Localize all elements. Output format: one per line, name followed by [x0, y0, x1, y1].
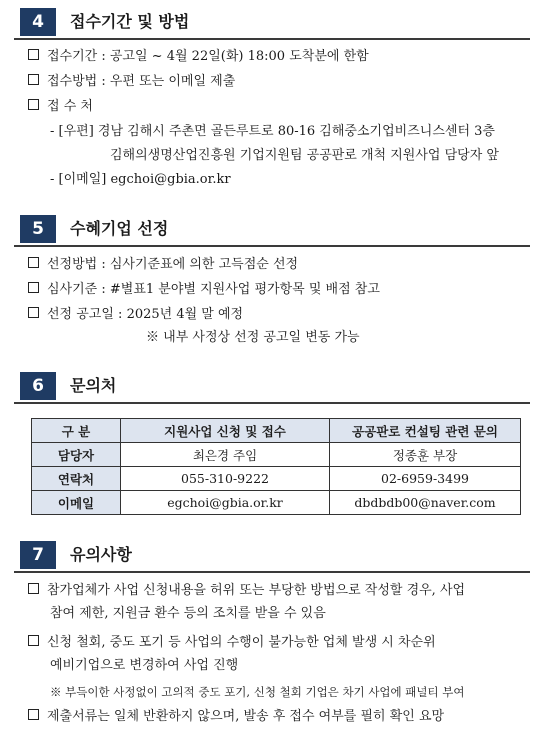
table-row — [32, 467, 521, 491]
section-title: 수혜기업 선정 — [70, 219, 169, 238]
list-item: 선정방법 : 심사기준표에 의한 고득점순 선정 — [28, 256, 298, 274]
section-divider — [14, 571, 530, 573]
table-cell: 02-6959-3499 — [330, 467, 521, 491]
section-number-badge: 4 — [20, 8, 56, 36]
post-address-line: - [우편] 경남 김해시 주촌면 골든루트로 80-16 김해중소기업비즈니스센터 3층 — [50, 124, 495, 139]
list-item: 접 수 처 — [28, 98, 93, 116]
section-4-header — [14, 8, 530, 38]
table-cell: egchoi@gbia.or.kr — [121, 491, 330, 515]
checkbox-bullet-icon — [28, 257, 39, 268]
list-item: 제출서류는 일체 반환하지 않으며, 발송 후 접수 여부를 필히 확인 요망 — [28, 708, 444, 726]
section-divider — [14, 402, 530, 404]
list-item: 참가업체가 사업 신청내용을 허위 또는 부당한 방법으로 작성할 경우, 사업 — [28, 582, 465, 600]
section-title: 유의사항 — [70, 545, 132, 564]
list-item: 신청 철회, 중도 포기 등 사업의 수행이 불가능한 업체 발생 시 차순위 — [28, 634, 436, 652]
section-divider — [14, 38, 530, 40]
table-header-cell: 구 분 — [32, 419, 121, 443]
list-item-continuation: 참여 제한, 지원금 환수 등의 조치를 받을 수 있음 — [50, 606, 326, 621]
contact-table — [31, 418, 521, 515]
row-label: 연락처 — [32, 467, 121, 491]
row-label: 이메일 — [32, 491, 121, 515]
checkbox-bullet-icon — [28, 49, 39, 60]
section-number-badge: 7 — [20, 541, 56, 569]
note-text: ※ 내부 사정상 선정 공고일 변동 가능 — [146, 330, 360, 345]
section-6-header — [14, 372, 530, 402]
table-header-row — [32, 419, 521, 443]
table-cell: dbdbdb00@naver.com — [330, 491, 521, 515]
section-divider — [14, 245, 530, 247]
email-address-line: - [이메일] egchoi@gbia.or.kr — [50, 172, 231, 187]
section-5-header — [14, 215, 530, 245]
table-row — [32, 443, 521, 467]
checkbox-bullet-icon — [28, 99, 39, 110]
section-title: 접수기간 및 방법 — [70, 12, 190, 31]
section-7-header — [14, 541, 530, 571]
table-cell: 055-310-9222 — [121, 467, 330, 491]
list-item-continuation: 예비기업으로 변경하여 사업 진행 — [50, 658, 239, 673]
table-cell: 최은경 주임 — [121, 443, 330, 467]
checkbox-bullet-icon — [28, 709, 39, 720]
note-text: ※ 부득이한 사정없이 고의적 중도 포기, 신청 철회 기업은 차기 사업에 패널티 부여 — [50, 685, 465, 699]
checkbox-bullet-icon — [28, 282, 39, 293]
section-number-badge: 5 — [20, 215, 56, 243]
row-label: 담당자 — [32, 443, 121, 467]
section-number-badge: 6 — [20, 372, 56, 400]
list-item: 선정 공고일 : 2025년 4월 말 예정 — [28, 306, 243, 324]
table-cell: 정종훈 부장 — [330, 443, 521, 467]
table-header-cell: 공공판로 컨설팅 관련 문의 — [330, 419, 521, 443]
table-row — [32, 491, 521, 515]
checkbox-bullet-icon — [28, 307, 39, 318]
checkbox-bullet-icon — [28, 635, 39, 646]
list-item: 심사기준 : #별표1 분야별 지원사업 평가항목 및 배점 참고 — [28, 281, 380, 299]
checkbox-bullet-icon — [28, 583, 39, 594]
list-item: 접수방법 : 우편 또는 이메일 제출 — [28, 73, 235, 91]
table-header-cell: 지원사업 신청 및 접수 — [121, 419, 330, 443]
post-address-line: 김해의생명산업진흥원 기업지원팀 공공판로 개척 지원사업 담당자 앞 — [110, 148, 499, 163]
section-title: 문의처 — [70, 376, 117, 395]
checkbox-bullet-icon — [28, 74, 39, 85]
list-item: 접수기간 : 공고일 ~ 4월 22일(화) 18:00 도착분에 한함 — [28, 48, 369, 66]
